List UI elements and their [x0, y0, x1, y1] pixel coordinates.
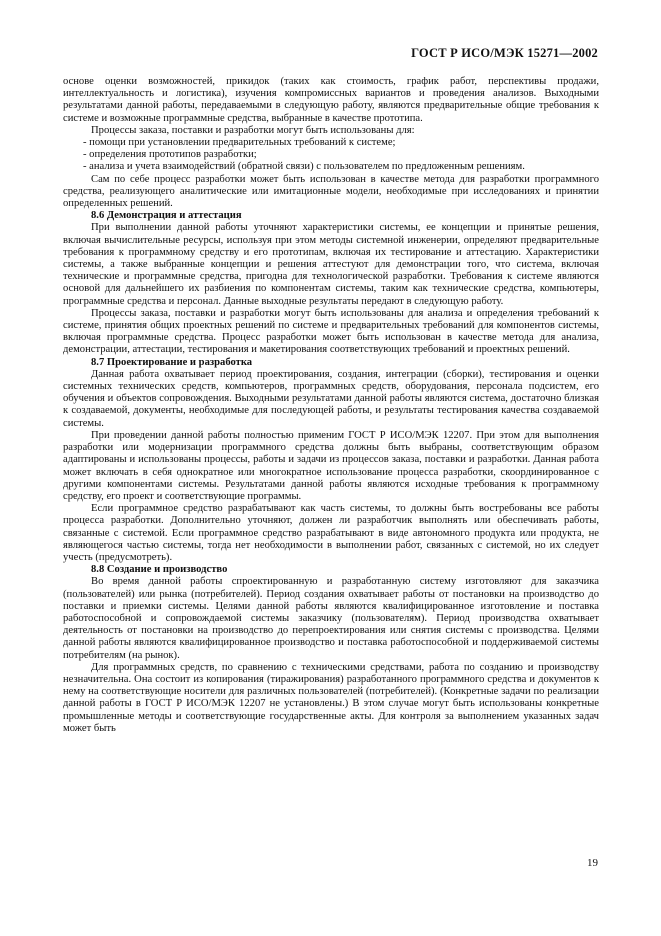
paragraph: Процессы заказа, поставки и разработки могут быть использованы для анализа и определения требований к системе, принятия общих проектных решений по системе и предварительных требований для компонентов системы, включая программные средства. Процесс разработки может быть использован в качестве метода для анализа, демонстрации, аттестации, тестирования и макетирования соответствующих требований и проектных решений. [63, 307, 599, 356]
paragraph: Для программных средств, по сравнению с техническими средствами, работа по созданию и производству незначительна. Она состоит из копирования (тиражирования) разработанного программного средства и документов к нему на соответствующие носители для различных пользователей (потребителей). (Конкретные задачи по реализации данной работы в ГОСТ Р ИСО/МЭК 12207 не установлены.) В этом случае могут быть использованы конкретные промышленные методы и соответствующие государственные акты. Для контроля за выполнением указанных задач может быть [63, 661, 599, 734]
list-item: - помощи при установлении предварительных требований к системе; [83, 137, 396, 149]
document-header: ГОСТ Р ИСО/МЭК 15271—2002 [411, 46, 598, 60]
paragraph: Процессы заказа, поставки и разработки могут быть использованы для: [91, 124, 415, 136]
section-heading: 8.8 Создание и производство [91, 564, 228, 576]
section-heading: 8.6 Демонстрация и аттестация [91, 210, 242, 222]
list-item: - определения прототипов разработки; [83, 149, 257, 161]
paragraph: Если программное средство разрабатывают как часть системы, то должны быть востребованы все работы процесса разработки. Дополнительно уточняют, должен ли разработчик выполнять или обеспечивать работы, связанные с системой. Если программное средство разрабатывают в виде автономного продукта или продукта, не являющегося частью системы, тогда нет необходимости в выполнении работ, связанных с системой, но их следует учесть (предусмотреть). [63, 503, 599, 563]
paragraph: При проведении данной работы полностью применим ГОСТ Р ИСО/МЭК 12207. При этом для выполнения разработки или модернизации программного средства должны быть выбраны, соответствующим образом адаптированы и использованы процессы, работы и задачи из процессов заказа, поставки и разработки. Данная работа может включать в себя однократное или многократное использование процесса разработки, скоординированное с другими компонентами системы. Результатами данной работы являются исходные требования к программному средству, его проект и соответствующие программы. [63, 429, 599, 502]
paragraph: При выполнении данной работы уточняют характеристики системы, ее концепции и принятые решения, включая вычислительные ресурсы, используя при этом методы системной инженерии, определяют предварительные требования к программному средству и его прототипам, включая их тестирование и аттестацию. Характеристики системы, а также выбранные концепции и решения аттестуют для демонстрации того, что система, включая технические и программные средства, пригодна для технологической разработки. Требования к системе являются основой для дальнейшего их разбиения по компонентам системы, таким как технические средства, компьютеры, программные средства и персонал. Данные выходные результаты передают в следующую работу. [63, 222, 599, 307]
paragraph: Данная работа охватывает период проектирования, создания, интеграции (сборки), тестирования и оценки системных технических средств, компьютеров, программных средств, оборудования, персонала подсистем, его обучения и объектов сопровождения. Выходными результатами данной работы являются система, достаточно близкая к создаваемой, документы, необходимые для последующей работы, и результаты тестирования качества создаваемой системы. [63, 368, 599, 429]
paragraph: основе оценки возможностей, прикидок (таких как стоимость, график работ, перспективы продажи, интеллектуальность и логистика), изучения компромиссных вариантов и проведения анализов. Выходными результатами данной работы, передаваемыми в следующую работу, являются предварительные общие требования к системе и возможные программные средства, выбранные в качестве прототипа. [63, 76, 599, 124]
document-body [63, 76, 599, 735]
page-number: 19 [587, 857, 598, 869]
list-item: - анализа и учета взаимодействий (обратной связи) с пользователем по предложенным решениям. [83, 161, 525, 173]
section-heading: 8.7 Проектирование и разработка [91, 356, 253, 368]
paragraph: Во время данной работы спроектированную и разработанную систему изготовляют для заказчика (пользователей) или рынка (потребителей). Период создания охватывает работы от постановки на производство до поставки и приемки системы. Целями данной работы являются квалифицированное изготовление и поставка работоспособной и сопровождаемой системы заказчику (пользователям). Период производства охватывает деятельность от постановки на производство до перепроектирования или снятия системы с производства. Целями данной работы являются квалифицированное производство и поставка работоспособной и поддерживаемой системы потребителям (на рынок). [63, 576, 599, 661]
paragraph: Сам по себе процесс разработки может быть использован в качестве метода для разработки программного средства, реализующего аналитические или имитационные модели, необходимые при исследованиях и принятии определенных решений. [63, 173, 599, 210]
